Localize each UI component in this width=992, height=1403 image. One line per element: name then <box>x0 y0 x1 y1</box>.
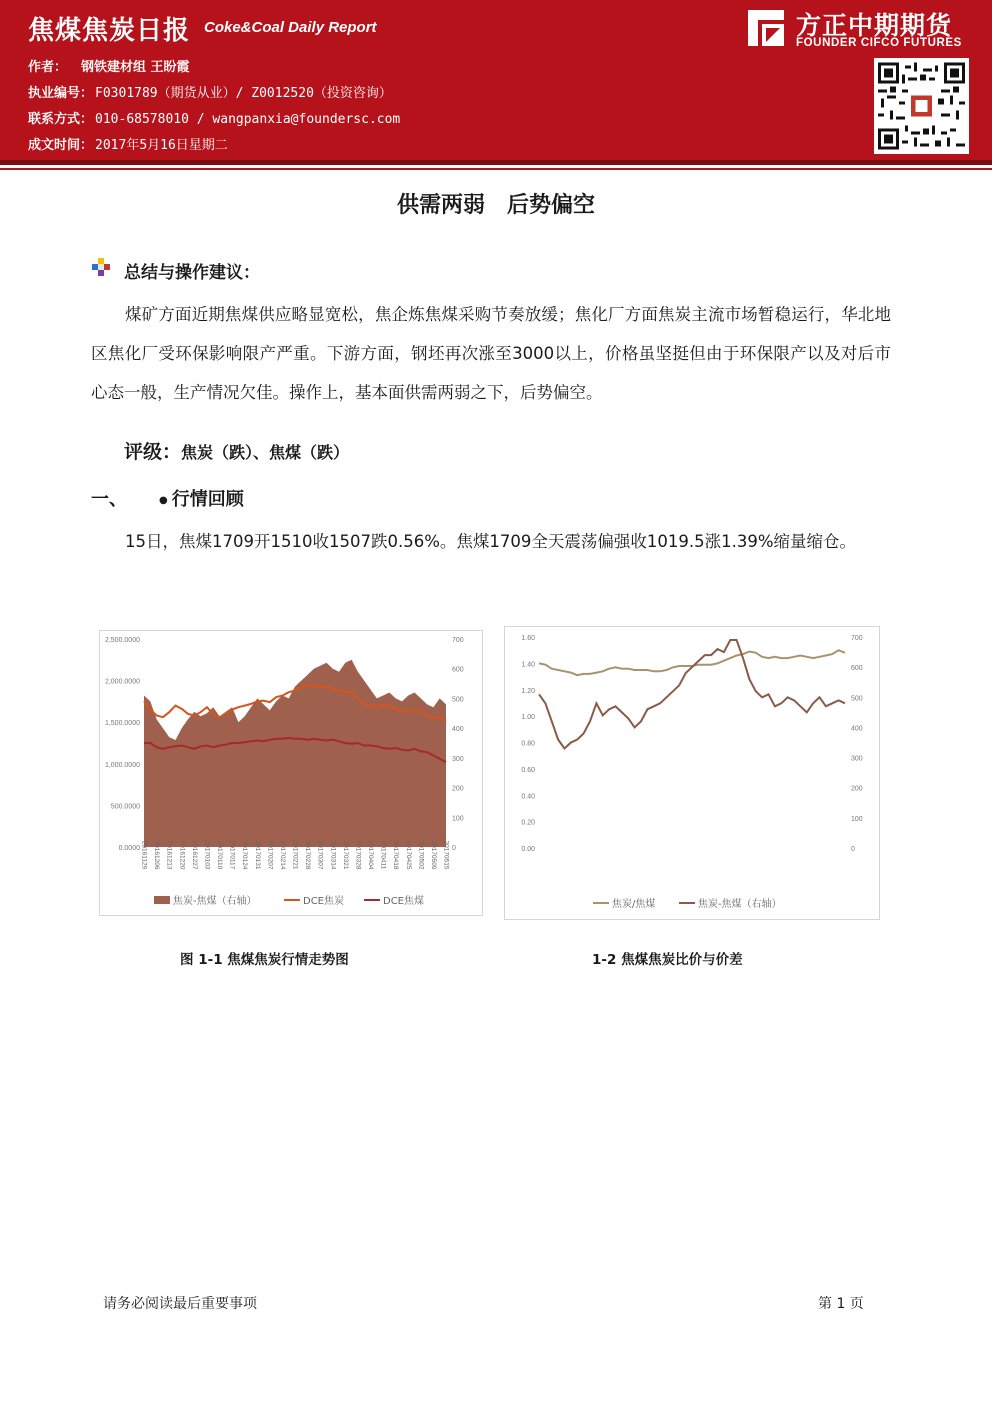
qr-code-icon <box>878 62 965 150</box>
legend-label: DCE焦炭 <box>303 896 345 907</box>
x-tick-label: 20161227 <box>190 840 198 870</box>
x-tick-label: 20161213 <box>165 840 173 870</box>
legend-swatch <box>154 896 170 904</box>
x-tick-label: 20170207 <box>266 840 274 870</box>
x-tick-label: 20170509 <box>429 840 437 870</box>
y-left-tick-label: 0.60 <box>521 766 535 774</box>
y-left-tick-label: 0.80 <box>521 740 535 748</box>
license-line <box>28 82 392 101</box>
y-right-tick-label: 200 <box>851 785 863 793</box>
x-tick-label: 20170425 <box>404 840 412 870</box>
x-tick-label: 20170502 <box>417 840 425 870</box>
logo-text-en: FOUNDER CIFCO FUTURES <box>796 37 962 49</box>
section-bullet-icon <box>92 258 110 276</box>
summary-heading: 总结与操作建议： <box>124 263 260 283</box>
chart-coke-coal-trend <box>99 630 483 916</box>
x-tick-label: 20170418 <box>392 840 400 870</box>
x-tick-label: 20170307 <box>316 840 324 870</box>
y-left-tick-label: 1.40 <box>521 661 535 669</box>
y-left-tick-label: 1.20 <box>521 687 535 695</box>
legend-label: 焦炭/焦煤 <box>612 899 656 910</box>
y-left-tick-label: 500.0000 <box>110 803 140 811</box>
series-line-0 <box>539 650 845 675</box>
y-left-tick-label: 0.40 <box>521 793 535 801</box>
date-line <box>28 134 228 153</box>
y-right-tick-label: 200 <box>452 785 464 793</box>
legend-label: 焦炭-焦煤（右轴） <box>698 899 782 910</box>
y-left-tick-label: 1.60 <box>521 635 535 642</box>
review-paragraph: 15日，焦煤1709开1510收1507跌0.56%。焦煤1709全天震荡偏强收1019.5涨1.39%缩量缩仓。 <box>125 532 857 551</box>
rating-line <box>124 437 349 464</box>
author-line <box>28 56 190 75</box>
y-right-tick-label: 300 <box>851 755 863 763</box>
y-right-tick-label: 100 <box>851 815 863 823</box>
y-right-tick-label: 0 <box>851 846 855 853</box>
y-left-tick-label: 2,500.0000 <box>104 637 140 644</box>
rating-label: 评级： <box>124 441 182 463</box>
y-left-tick-label: 0.0000 <box>118 845 140 852</box>
chart-1-caption: 图 1-1 焦煤焦炭行情走势图 <box>180 952 349 968</box>
header-divider-thin <box>0 168 992 170</box>
author-value: 钢铁建材组 王盼霞 <box>81 60 190 75</box>
chart-1-svg <box>100 631 484 917</box>
y-right-tick-label: 700 <box>452 637 464 644</box>
y-left-tick-label: 1,000.0000 <box>104 761 140 769</box>
y-left-tick-label: 1,500.0000 <box>104 720 140 728</box>
page-number: 第 1 页 <box>818 1296 864 1312</box>
x-tick-label: 20170214 <box>278 840 286 870</box>
x-tick-label: 20170515 <box>442 840 450 870</box>
section-heading-review <box>91 485 244 511</box>
y-left-tick-label: 0.20 <box>521 819 535 827</box>
y-right-tick-label: 500 <box>452 696 464 704</box>
date-label: 成文时间： <box>28 138 94 153</box>
header-divider <box>0 160 992 165</box>
x-tick-label: 20170228 <box>304 840 312 870</box>
bullet-dot-icon: ● <box>159 494 168 506</box>
contact-label: 联系方式： <box>28 112 94 127</box>
author-label: 作者： <box>28 60 68 75</box>
x-tick-label: 20170131 <box>253 840 261 870</box>
y-right-tick-label: 500 <box>851 695 863 703</box>
date-value: 2017年5月16日星期二 <box>95 138 228 153</box>
y-left-tick-label: 0.00 <box>521 846 535 853</box>
company-logo <box>744 6 984 54</box>
document-title: 供需两弱 后势偏空 <box>396 193 595 218</box>
series-area-0 <box>144 660 446 847</box>
section-title: 行情回顾 <box>171 489 244 510</box>
y-right-tick-label: 300 <box>452 755 464 763</box>
founder-logo-icon <box>744 6 788 50</box>
report-subtitle: Coke&Coal Daily Report <box>204 19 377 36</box>
report-title: 焦煤焦炭日报 <box>28 16 191 46</box>
x-tick-label: 20170110 <box>216 840 223 870</box>
y-right-tick-label: 400 <box>452 726 464 734</box>
x-tick-label: 20170411 <box>379 840 387 870</box>
x-tick-label: 20161129 <box>140 840 148 870</box>
contact-line <box>28 108 400 127</box>
qr-code <box>874 58 969 154</box>
summary-paragraph: 煤矿方面近期焦煤供应略显宽松，焦企炼焦煤采购节奏放缓；焦化厂方面焦炭主流市场暂稳运行，华北地区焦化厂受环保影响限产严重。下游方面，钢坯再次涨至3000以上，价格虽坚挺但由于环保限产以及对后市心态一般，生产情况欠佳。操作上，基本面供需两弱之下，后势偏空。 <box>91 305 891 402</box>
x-tick-label: 20161220 <box>178 840 186 870</box>
y-left-tick-label: 2,000.0000 <box>104 678 140 686</box>
footer-notice: 请务必阅读最后重要事项 <box>103 1296 257 1312</box>
license-value: F0301789（期货从业）/ Z0012520（投资咨询） <box>95 86 392 101</box>
x-tick-label: 20170117 <box>228 840 236 870</box>
y-right-tick-label: 600 <box>452 666 464 674</box>
x-tick-label: 20170328 <box>354 840 362 870</box>
y-right-tick-label: 400 <box>851 725 863 733</box>
y-right-tick-label: 100 <box>452 815 464 823</box>
y-right-tick-label: 700 <box>851 635 863 642</box>
x-tick-label: 20170221 <box>291 840 299 870</box>
chart-ratio-spread <box>504 626 880 920</box>
legend-label: 焦炭-焦煤（右轴） <box>173 896 257 907</box>
legend-label: DCE焦煤 <box>383 896 425 907</box>
x-tick-label: 20170314 <box>329 840 337 870</box>
chart-2-svg <box>505 627 881 921</box>
y-right-tick-label: 0 <box>452 845 456 852</box>
x-tick-label: 20170404 <box>367 840 374 870</box>
chart-2-caption: 1-2 焦煤焦炭比价与价差 <box>592 952 743 968</box>
logo-text-cn: 方正中期期货 <box>796 11 953 40</box>
y-right-tick-label: 600 <box>851 665 863 673</box>
rating-value: 焦炭（跌）、焦煤（跌） <box>181 443 350 462</box>
x-tick-label: 20161206 <box>153 840 161 870</box>
y-left-tick-label: 1.00 <box>521 714 535 722</box>
x-tick-label: 20170103 <box>203 840 211 870</box>
section-number: 一、 <box>91 489 127 510</box>
x-tick-label: 20170321 <box>341 840 349 870</box>
contact-value: 010-68578010 / wangpanxia@foundersc.com <box>95 112 401 127</box>
license-label: 执业编号： <box>28 86 94 101</box>
x-tick-label: 20170124 <box>241 840 249 870</box>
